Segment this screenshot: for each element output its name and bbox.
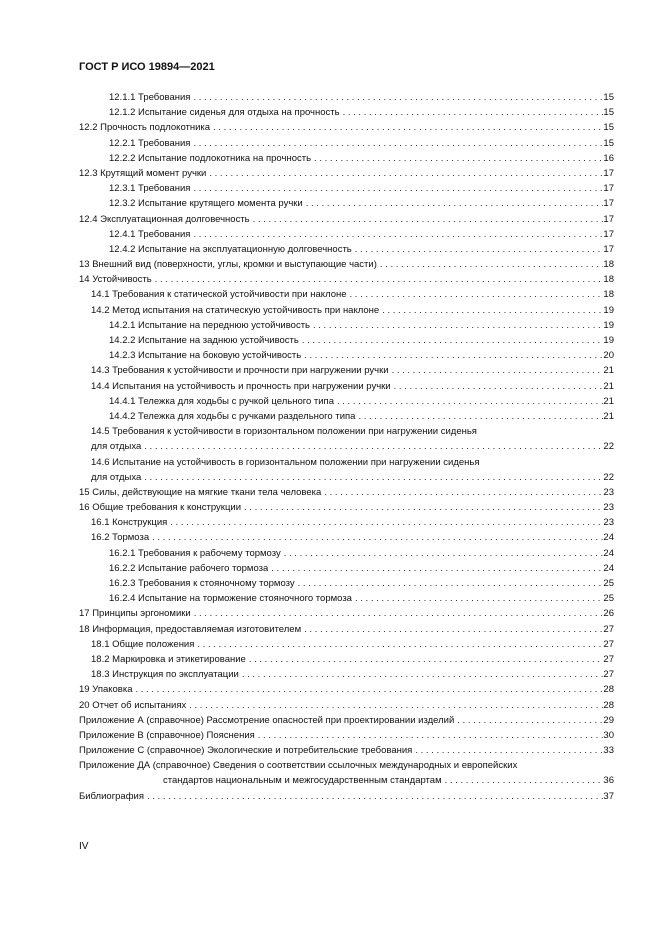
toc-entry[interactable] [79,181,614,196]
toc-page-number: 21 [603,365,614,377]
dot-leader [299,333,604,348]
dot-leader [412,743,603,758]
toc-entry[interactable] [79,728,614,743]
toc-entry-title: 14.2.3 Испытание на боковую устойчивость [109,350,302,362]
toc-entry[interactable] [79,576,614,591]
toc-entry[interactable] [79,196,614,211]
dot-leader [255,728,604,743]
toc-entry-title: 16.2.1 Требования к рабочему тормозу [109,547,281,559]
toc-entry-title: Приложение В (справочное) Пояснения [79,729,255,741]
document-header: ГОСТ Р ИСО 19894—2021 [79,61,215,73]
dot-leader [241,500,603,515]
toc-page-number: 23 [603,502,614,514]
toc-page-number: 27 [603,653,614,665]
dot-leader [194,637,603,652]
toc-page-number: 21 [603,410,614,422]
toc-entry-title: 18.3 Инструкция по эксплуатации [91,669,239,681]
dot-leader [377,257,604,272]
toc-entry[interactable] [79,379,614,394]
toc-entry[interactable] [79,120,614,135]
dot-leader [141,439,603,454]
toc-entry[interactable] [79,136,614,151]
toc-page-number: 27 [603,669,614,681]
toc-page-number: 26 [603,608,614,620]
toc-entry-title: 14.3 Требования к устойчивости и прочности при нагружении ручки [91,365,389,377]
dot-leader [311,151,603,166]
toc-entry[interactable] [79,637,614,652]
toc-entry-title: 12.2.1 Требования [109,137,191,149]
toc-entry[interactable] [79,485,614,500]
toc-page-number: 18 [603,274,614,286]
toc-entry[interactable] [79,606,614,621]
toc-page-number: 17 [603,213,614,225]
toc-entry-title: 12.3.1 Требования [109,183,191,195]
toc-page-number: 17 [603,243,614,255]
toc-entry[interactable] [79,682,614,697]
toc-page-number: 24 [603,547,614,559]
dot-leader [334,394,603,409]
toc-entry-title: 16.1 Конструкция [91,517,168,529]
toc-page-number: 23 [603,517,614,529]
toc-entry[interactable] [79,652,614,667]
toc-entry-title: 16.2.2 Испытание рабочего тормоза [109,562,269,574]
toc-entry-title: 14.2.2 Испытание на заднюю устойчивость [109,335,299,346]
toc-entry-title: 12.1.1 Требования [109,92,191,103]
toc-entry[interactable] [79,698,614,713]
toc-page-number: 27 [603,638,614,650]
toc-entry-title: 14 Устойчивость [79,274,152,286]
toc-entry-title-continued: для отдыха [91,471,142,483]
toc-entry[interactable] [79,789,614,804]
toc-entry[interactable] [79,500,614,515]
toc-entry-title: 12.4.2 Испытание на эксплуатационную долговечность [109,243,352,255]
toc-page-number: 19 [603,319,614,331]
toc-page-number: 23 [603,486,614,498]
toc-page-number: 16 [603,152,614,164]
toc-entry-title: 16.2.3 Требования к стояночному тормозу [109,578,295,590]
toc-entry[interactable] [79,713,614,728]
toc-page-number: 15 [603,107,614,119]
toc-entry[interactable] [79,151,614,166]
toc-entry-title: 18.2 Маркировка и этикетирование [91,653,246,665]
toc-entry[interactable] [79,409,614,424]
dot-leader [191,606,604,621]
dot-leader [206,166,603,181]
toc-page-number: 18 [603,259,614,271]
toc-page-number: 24 [603,532,614,544]
toc-entry-title: 16.2 Тормоза [91,532,150,544]
toc-entry[interactable] [79,348,614,363]
toc-page-number: 21 [603,395,614,407]
toc-page-number: 20 [603,350,614,362]
toc-page-number: 19 [603,335,614,346]
dot-leader [281,546,604,561]
dot-leader [190,227,603,242]
toc-entry[interactable] [79,515,614,530]
toc-entry-title: 19 Упаковка [79,684,133,696]
toc-entry[interactable] [79,530,614,545]
toc-page-number: 36 [603,775,614,787]
dot-leader [144,789,603,804]
toc-entry-title-continued: для отдыха [91,441,142,453]
toc-entry-title: 12.2 Прочность подлокотника [79,122,211,134]
dot-leader [379,303,603,318]
toc-entry[interactable] [79,257,614,272]
toc-entry[interactable] [79,424,614,454]
dot-leader [149,530,603,545]
toc-entry-title: 20 Отчет об испытаниях [79,699,187,711]
toc-entry[interactable] [79,287,614,302]
dot-leader [340,105,604,120]
toc-entry[interactable] [79,667,614,682]
toc-entry[interactable] [79,743,614,758]
toc-entry-title: 14.6 Испытание на устойчивость в горизонтальном положении при нагружении сиденья [91,456,480,468]
toc-entry[interactable] [79,105,614,120]
toc-entry[interactable] [79,303,614,318]
toc-entry-title: 14.2.1 Испытание на переднюю устойчивость [109,319,310,331]
dot-leader [268,561,603,576]
toc-page-number: 17 [603,183,614,195]
toc-entry[interactable] [79,227,614,242]
toc-page-number: 25 [603,593,614,605]
toc-entry-title: 17 Принципы эргономики [79,608,191,620]
dot-leader [210,120,603,135]
dot-leader [186,698,603,713]
toc-entry[interactable] [79,546,614,561]
toc-page-number: 28 [603,699,614,711]
toc-entry[interactable] [79,758,614,788]
dot-leader [303,196,604,211]
dot-leader [391,379,604,394]
toc-page-number: 28 [603,684,614,696]
toc-entry[interactable] [79,212,614,227]
toc-page-number: 18 [603,289,614,301]
toc-page-number: 19 [603,304,614,316]
dot-leader [321,485,603,500]
toc-entry[interactable] [79,561,614,576]
toc-entry-title: 12.3.2 Испытание крутящего момента ручки [109,198,303,210]
toc-entry-title: 14.5 Требования к устойчивости в горизонтальном положении при нагружении сиденья [91,426,477,438]
dot-leader [310,318,603,333]
toc-page-number: 25 [603,578,614,590]
toc-entry-title: Приложение А (справочное) Рассмотрение опасностей при проектировании изделий [79,714,455,726]
toc-entry-title: 18 Информация, предоставляемая изготовителем [79,623,302,635]
toc-page-number: 21 [603,380,614,392]
toc-page-number: 29 [603,714,614,726]
toc-entry-title: 14.4.2 Тележка для ходьбы с ручками раздельного типа [109,410,356,422]
toc-entry[interactable] [79,90,614,105]
toc-entry[interactable] [79,318,614,333]
dot-leader [301,622,603,637]
toc-entry[interactable] [79,394,614,409]
dot-leader [190,181,603,196]
toc-page-number: 27 [603,623,614,635]
toc-entry[interactable] [79,333,614,348]
toc-entry[interactable] [79,363,614,378]
dot-leader [246,652,604,667]
dot-leader [352,242,604,257]
toc-entry[interactable] [79,242,614,257]
dot-leader [190,90,603,105]
page-number: IV [79,841,89,852]
toc-page-number: 17 [603,198,614,210]
toc-entry-title: 12.4 Эксплуатационная долговечность [79,213,250,225]
dot-leader [347,287,604,302]
toc-entry[interactable] [79,166,614,181]
dot-leader [352,591,603,606]
dot-leader [141,470,603,485]
toc-entry-title: 16.2.4 Испытание на торможение стояночного тормоза [109,593,352,605]
toc-entry[interactable] [79,272,614,287]
toc-entry-title: 14.4.1 Тележка для ходьбы с ручкой цельного типа [109,395,334,407]
dot-leader [389,363,604,378]
dot-leader [190,136,603,151]
toc-entry-title: 12.4.1 Требования [109,228,191,240]
dot-leader [152,272,604,287]
toc-entry-title: Библиография [79,790,144,802]
toc-page-number: 24 [603,562,614,574]
table-of-contents [79,90,614,804]
toc-entry[interactable] [79,622,614,637]
toc-page-number: 17 [603,228,614,240]
toc-entry-title: 13 Внешний вид (поверхности, углы, кромки и выступающие части) [79,259,377,271]
dot-leader [301,348,603,363]
dot-leader [167,515,603,530]
toc-page-number: 22 [603,441,614,453]
toc-entry-title: 16 Общие требования к конструкции [79,502,242,514]
toc-entry-title-continued: стандартов национальным и межгосударственным стандартам [163,775,442,787]
toc-entry-title: 14.4 Испытания на устойчивость и прочность при нагружении ручки [91,380,391,392]
toc-page-number: 15 [603,92,614,103]
dot-leader [239,667,604,682]
toc-entry-title: 12.3 Крутящий момент ручки [79,167,207,179]
toc-entry-title: 14.2 Метод испытания на статическую устойчивость при наклоне [91,304,380,316]
toc-entry-title: 18.1 Общие положения [91,638,195,650]
toc-entry-title: 14.1 Требования к статической устойчивости при наклоне [91,289,347,301]
toc-entry-title: 12.2.2 Испытание подлокотника на прочность [109,152,312,164]
toc-entry[interactable] [79,591,614,606]
toc-page-number: 17 [603,167,614,179]
toc-page-number: 22 [603,471,614,483]
toc-entry[interactable] [79,455,614,485]
dot-leader [250,212,604,227]
toc-entry-title: Приложение С (справочное) Экологические и потребительские требования [79,745,413,757]
toc-page-number: 15 [603,122,614,134]
dot-leader [132,682,603,697]
dot-leader [295,576,604,591]
toc-entry-title: Приложение ДА (справочное) Сведения о соответствии ссылочных международных и европейских [79,760,518,772]
dot-leader [454,713,603,728]
toc-entry-title: 15 Силы, действующие на мягкие ткани тела человека [79,486,322,498]
toc-page-number: 15 [603,137,614,149]
dot-leader [442,773,604,788]
toc-entry-title: 12.1.2 Испытание сиденья для отдыха на прочность [109,107,340,119]
toc-page-number: 30 [603,729,614,741]
toc-page-number: 33 [603,745,614,757]
dot-leader [355,409,603,424]
toc-page-number: 37 [603,790,614,802]
